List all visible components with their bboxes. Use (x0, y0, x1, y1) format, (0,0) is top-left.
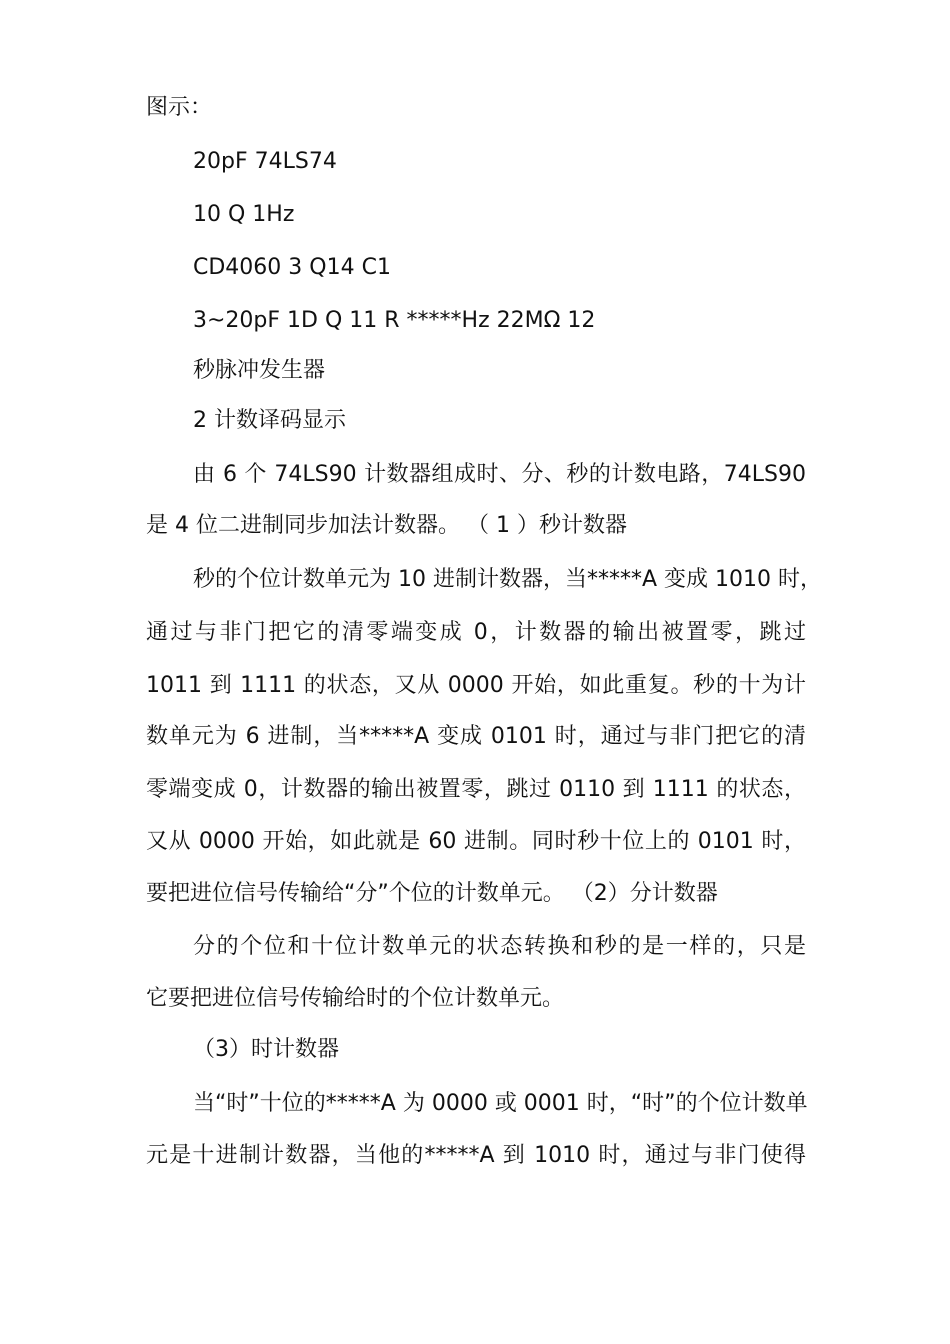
paragraph-line: 又从 0000 开始，如此就是 60 进制。同时秒十位上的 0101 时， (146, 829, 806, 854)
paragraph-line: 要把进位信号传输给“分”个位的计数单元。 （2）分计数器 (146, 881, 718, 906)
circuit-label-line: CD4060 3 Q14 C1 (193, 255, 391, 280)
paragraph-line: 当“时”十位的*****A 为 0000 或 0001 时，“时”的个位计数单 (193, 1091, 808, 1116)
paragraph-line: 秒的个位计数单元为 10 进制计数器，当*****A 变成 1010 时， (193, 567, 822, 592)
paragraph-line: 是 4 位二进制同步加法计数器。 （ 1 ）秒计数器 (146, 513, 627, 538)
paragraph-line: 数单元为 6 进制，当*****A 变成 0101 时，通过与非门把它的清 (146, 724, 806, 749)
section-heading: （3）时计数器 (193, 1037, 339, 1062)
paragraph-line: 由 6 个 74LS90 计数器组成时、分、秒的计数电路，74LS90 (193, 462, 806, 487)
circuit-label-line: 10 Q 1Hz (193, 202, 295, 227)
circuit-label-line: 20pF 74LS74 (193, 149, 337, 174)
paragraph-line: 通过与非门把它的清零端变成 0，计数器的输出被置零，跳过 (146, 620, 806, 645)
section-heading: 2 计数译码显示 (193, 408, 346, 433)
paragraph-line: 零端变成 0，计数器的输出被置零，跳过 0110 到 1111 的状态， (146, 777, 806, 802)
paragraph-line: 1011 到 1111 的状态，又从 0000 开始，如此重复。秒的十为计 (146, 673, 806, 698)
figure-label: 图示： (146, 95, 213, 120)
paragraph-line: 分的个位和十位计数单元的状态转换和秒的是一样的，只是 (193, 934, 806, 959)
circuit-label-line: 3~20pF 1D Q 11 R *****Hz 22MΩ 12 (193, 308, 596, 333)
figure-caption: 秒脉冲发生器 (193, 358, 326, 383)
paragraph-line: 它要把进位信号传输给时的个位计数单元。 (146, 986, 565, 1011)
paragraph-line: 元是十进制计数器，当他的*****A 到 1010 时，通过与非门使得 (146, 1143, 806, 1168)
